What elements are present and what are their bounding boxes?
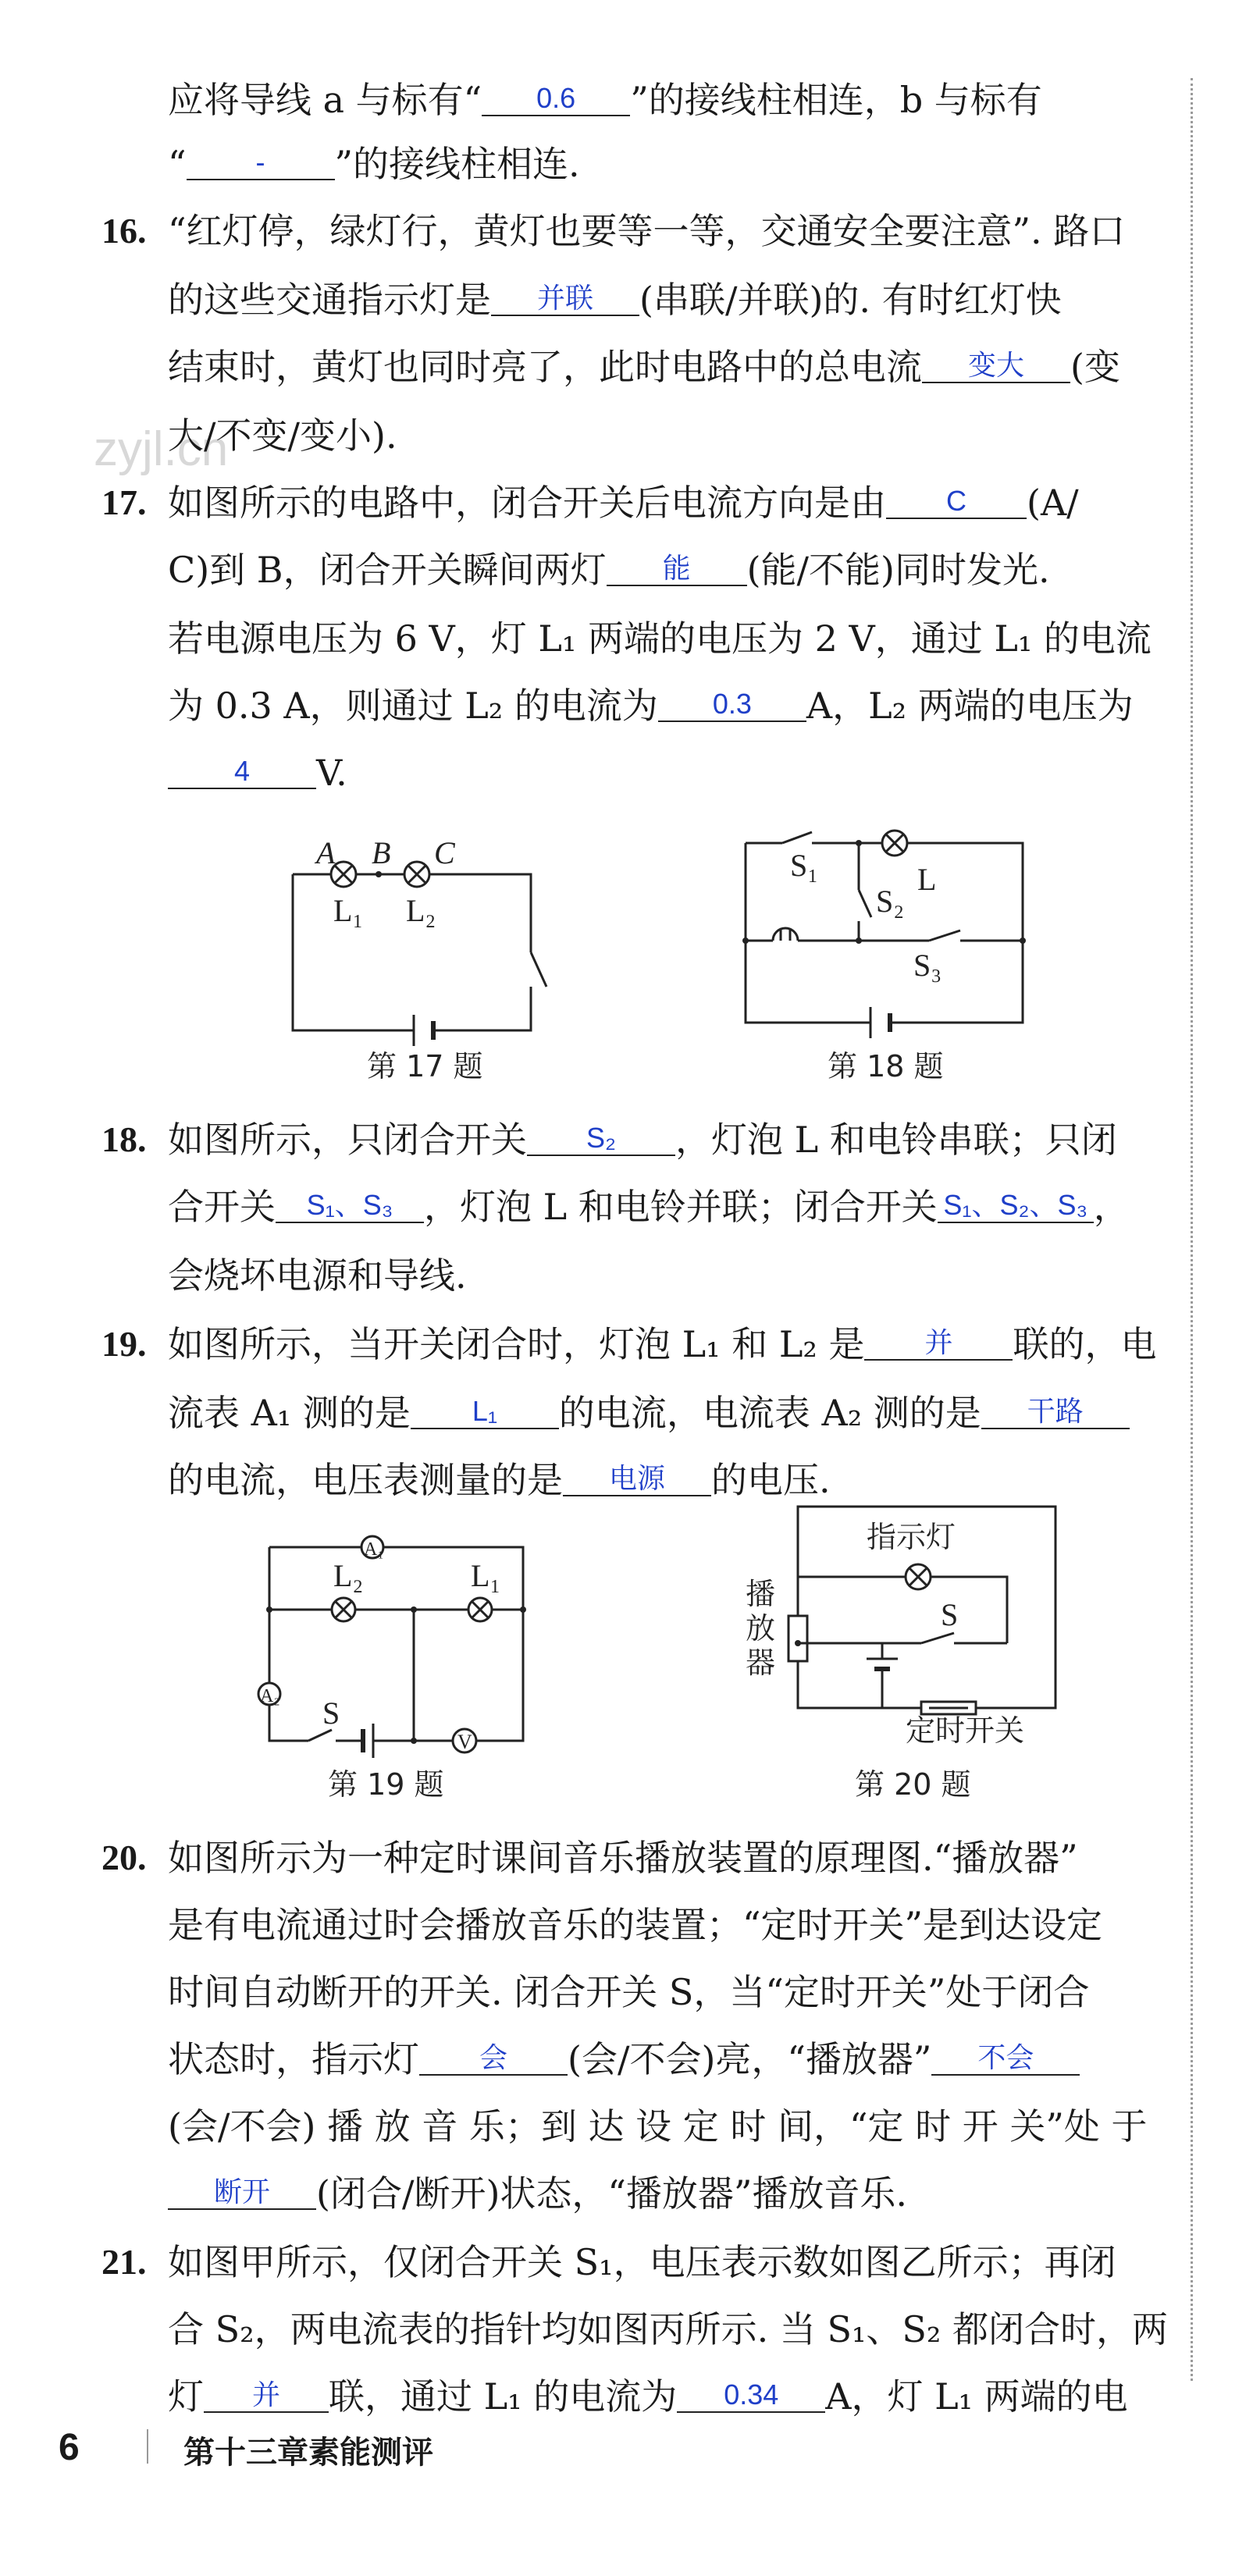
q20-line-6: 断开 (闭合/断开)状态，“播放器”播放音乐. xyxy=(168,2170,907,2217)
q17-line-5: 4 V. xyxy=(168,749,347,796)
q21-line-2: 合 S₂，两电流表的指针均如图丙所示. 当 S₁、S₂ 都闭合时，两 xyxy=(168,2308,1168,2350)
q20-number: 20. xyxy=(101,1838,147,1877)
q16-line-2: 的这些交通指示灯是 并联 (串联/并联)的. 有时红灯快 xyxy=(168,279,1062,321)
q17-answer-1[interactable]: C xyxy=(886,485,1027,519)
q17-line-2: C)到 B，闭合开关瞬间两灯 能 (能/不能)同时发光. xyxy=(168,549,1050,591)
q17-number: 17. xyxy=(101,482,147,522)
q18-answer-2[interactable]: S₁、S₃ xyxy=(276,1189,424,1223)
q17-line-1: 如图所示的电路中，闭合开关后电流方向是由 C (A/ xyxy=(168,482,1079,524)
q18-line-3: 会烧坏电源和导线. xyxy=(168,1254,467,1297)
label-s1: S₁ xyxy=(790,848,819,883)
q15-line-1: 应将导线 a 与标有“ 0.6 ”的接线柱相连，b 与标有 xyxy=(168,79,1042,121)
label-l2: L₂ xyxy=(333,1558,364,1593)
q20-answer-3[interactable]: 断开 xyxy=(168,2176,316,2210)
footer-divider xyxy=(147,2429,148,2464)
page-number: 6 xyxy=(59,2427,80,2468)
player-icon xyxy=(788,1616,807,1661)
bell-icon xyxy=(773,928,798,941)
q21-answer-2[interactable]: 0.34 xyxy=(677,2379,825,2413)
figure-20-caption: 第 20 题 xyxy=(855,1767,971,1802)
q19-number: 19. xyxy=(101,1324,147,1364)
q21-line-1: 如图甲所示，仅闭合开关 S₁，电压表示数如图乙所示；再闭 xyxy=(168,2241,1116,2283)
q19-answer-2[interactable]: L₁ xyxy=(411,1395,559,1429)
label-s2: S₂ xyxy=(876,884,905,919)
label-l1: L₁ xyxy=(333,893,364,928)
q17-answer-4[interactable]: 4 xyxy=(168,755,316,789)
label-s: S xyxy=(322,1695,340,1731)
q19-answer-3[interactable]: 干路 xyxy=(981,1395,1130,1429)
q17-line-4: 为 0.3 A，则通过 L₂ 的电流为 0.3 A，L₂ 两端的电压为 xyxy=(168,685,1134,727)
label-l: L xyxy=(917,862,937,897)
q17-answer-2[interactable]: 能 xyxy=(607,552,747,586)
q15-line-2: “ - ”的接线柱相连. xyxy=(168,143,580,185)
q18-number: 18. xyxy=(101,1119,147,1159)
q20-answer-1[interactable]: 会 xyxy=(419,2041,568,2076)
q20-line-2: 是有电流通过时会播放音乐的装置；“定时开关”是到达设定 xyxy=(168,1904,1103,1946)
label-c: C xyxy=(434,835,455,870)
chapter-title: 第十三章素能测评 xyxy=(183,2435,433,2471)
q19-line-2: 流表 A₁ 测的是 L₁ 的电流，电流表 A₂ 测的是 干路 xyxy=(168,1389,1130,1436)
label-indicator-lamp: 指示灯 xyxy=(867,1520,956,1554)
q18-answer-3[interactable]: S₁、S₂、S₃ xyxy=(938,1189,1094,1223)
q20-answer-2[interactable]: 不会 xyxy=(931,2041,1080,2076)
label-b: B xyxy=(372,835,391,870)
q19-line-3: 的电流，电压表测量的是 电源 的电压. xyxy=(168,1459,831,1501)
q19-answer-1[interactable]: 并 xyxy=(864,1326,1013,1361)
label-a: A xyxy=(316,835,336,870)
margin-dotted-line xyxy=(1191,78,1193,2381)
label-timer-switch: 定时开关 xyxy=(906,1713,1025,1748)
q20-line-4: 状态时，指示灯 会 (会/不会)亮，“播放器” 不会 xyxy=(168,2036,1080,2083)
figure-20-circuit xyxy=(749,1499,1077,1749)
figure-17-circuit xyxy=(273,835,570,1054)
q20-line-5: (会/不会) 播 放 音 乐；到 达 设 定 时 间，“定 时 开 关”处 于 xyxy=(168,2105,1148,2147)
label-s: S xyxy=(941,1597,959,1632)
q18-line-2: 合开关 S₁、S₃ ，灯泡 L 和电铃并联；闭合开关 S₁、S₂、S₃ ， xyxy=(168,1186,1130,1228)
q16-line-4: 大/不变/变小). xyxy=(168,415,397,457)
label-l2: L₂ xyxy=(406,893,436,928)
q15-answer-2[interactable]: - xyxy=(187,146,335,180)
q18-line-1: 如图所示，只闭合开关 S₂ ，灯泡 L 和电铃串联；只闭 xyxy=(168,1119,1117,1161)
q15-answer-1[interactable]: 0.6 xyxy=(482,82,630,116)
q21-number: 21. xyxy=(101,2242,147,2282)
q16-line-3: 结束时，黄灯也同时亮了，此时电路中的总电流 变大 (变 xyxy=(168,346,1120,388)
q20-line-1: 如图所示为一种定时课间音乐播放装置的原理图.“播放器” xyxy=(168,1837,1078,1879)
q17-answer-3[interactable]: 0.3 xyxy=(658,688,806,722)
q16-answer-1[interactable]: 并联 xyxy=(491,282,639,316)
label-a1: A₁ xyxy=(364,1539,384,1560)
q20-line-3: 时间自动断开的开关. 闭合开关 S，当“定时开关”处于闭合 xyxy=(168,1971,1090,2013)
label-v: V xyxy=(457,1731,472,1753)
figure-18-circuit xyxy=(726,812,1054,1046)
q19-line-1: 如图所示，当开关闭合时，灯泡 L₁ 和 L₂ 是 并 联的，电 xyxy=(168,1323,1157,1365)
figure-18-caption: 第 18 题 xyxy=(828,1049,944,1083)
figure-17-caption: 第 17 题 xyxy=(367,1049,483,1083)
label-l1: L₁ xyxy=(471,1558,501,1593)
q18-answer-1[interactable]: S₂ xyxy=(527,1122,675,1156)
watermark: zyjl.cn xyxy=(94,422,229,476)
label-player: 播放器 xyxy=(746,1577,776,1680)
q19-answer-4[interactable]: 电源 xyxy=(563,1462,711,1496)
q16-line-1: “红灯停，绿灯行，黄灯也要等一等，交通安全要注意”. 路口 xyxy=(168,210,1126,252)
q16-number: 16. xyxy=(101,211,147,251)
label-a2: A₂ xyxy=(260,1686,280,1706)
q21-answer-1[interactable]: 并 xyxy=(204,2379,329,2413)
figure-19-circuit xyxy=(246,1530,543,1764)
label-s3: S₃ xyxy=(913,948,942,983)
q21-line-3: 灯 并 联，通过 L₁ 的电流为 0.34 A，灯 L₁ 两端的电 xyxy=(168,2375,1128,2418)
q17-line-3: 若电源电压为 6 V，灯 L₁ 两端的电压为 2 V，通过 L₁ 的电流 xyxy=(168,617,1152,660)
q16-answer-2[interactable]: 变大 xyxy=(922,349,1070,383)
figure-19-caption: 第 19 题 xyxy=(328,1767,444,1802)
